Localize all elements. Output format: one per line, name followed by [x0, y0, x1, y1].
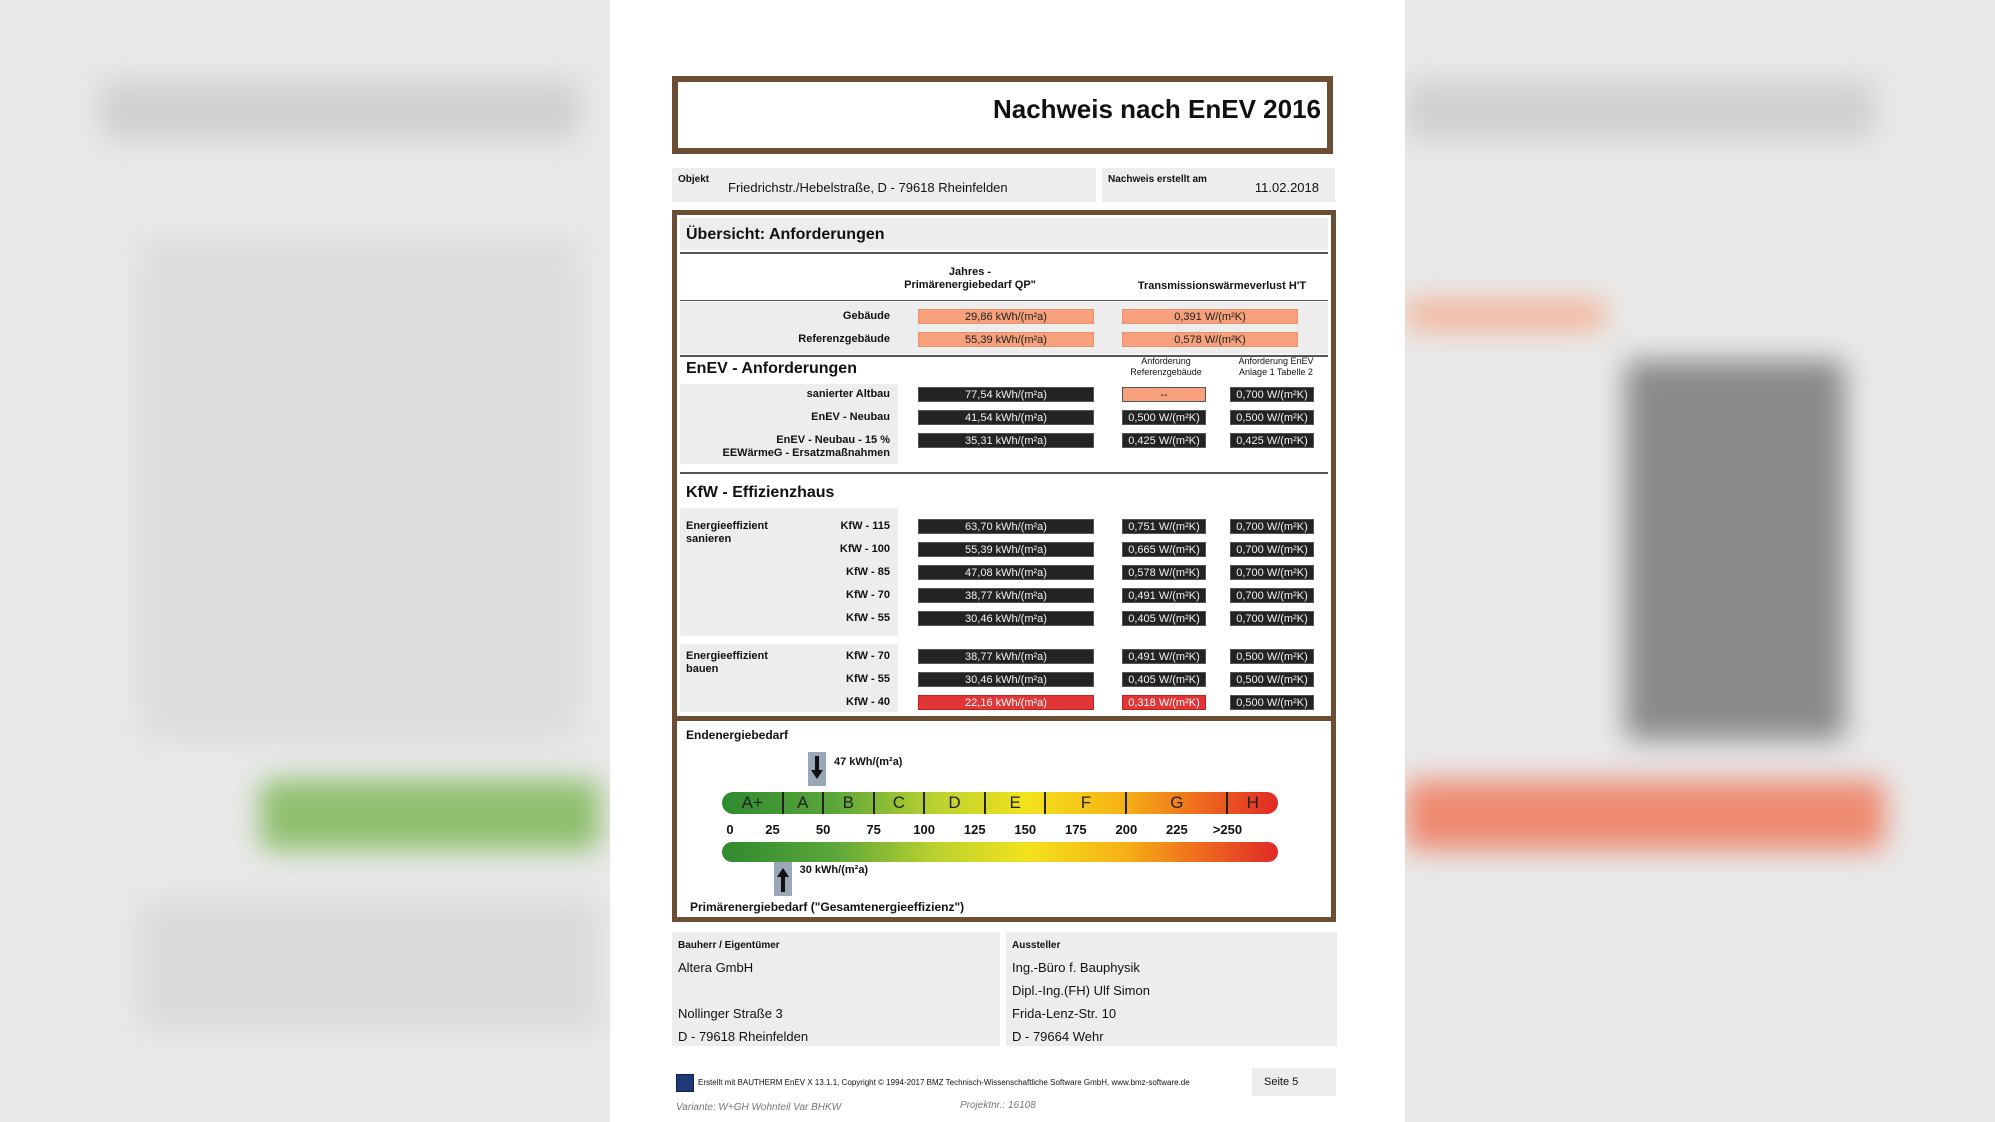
address-line: Ing.-Büro f. Bauphysik: [1012, 960, 1140, 975]
enev-row-a: 0,500 W/(m²K): [1122, 410, 1206, 425]
scale-tick-label: 100: [913, 822, 936, 837]
energy-class-label: B: [842, 793, 855, 812]
scale-tick-label: 225: [1166, 822, 1188, 837]
document-title: Nachweis nach EnEV 2016: [992, 94, 1321, 124]
kfw-row-a: 0,405 W/(m²K): [1122, 611, 1206, 626]
kfw-row-a: 0,751 W/(m²K): [1122, 519, 1206, 534]
kfw-row-qp: 38,77 kWh/(m²a): [918, 588, 1094, 603]
address-line: Altera GmbH: [678, 960, 754, 975]
scale-tick-label: 0: [726, 822, 734, 837]
col1-header-line2: Primärenergiebedarf QP": [904, 279, 1036, 291]
class-separator: [923, 792, 925, 814]
kfw-title: KfW - Effizienzhaus: [686, 484, 835, 501]
address-line: Dipl.-Ing.(FH) Ulf Simon: [1012, 983, 1150, 998]
page-number: Seite 5: [1264, 1076, 1299, 1088]
end-energy-scale: [722, 792, 1278, 814]
software-logo-icon: [676, 1074, 694, 1092]
end-energy-marker: [808, 752, 903, 786]
enev-title: EnEV - Anforderungen: [686, 360, 857, 377]
enev-row-label: EnEV - Neubau: [811, 411, 890, 423]
primary-energy-scale: [722, 842, 1278, 862]
address-line: [678, 979, 808, 1002]
energy-class-label: A+: [741, 793, 763, 812]
kfw-row-label: KfW - 55: [846, 612, 890, 624]
kfw-row-a: 0,318 W/(m²K): [1122, 695, 1206, 710]
kfw-row-b: 0,700 W/(m²K): [1230, 519, 1314, 534]
divider: [680, 472, 1328, 474]
sanieren-label-line2: sanieren: [686, 533, 732, 545]
primaer-title: Primärenergiebedarf ("Gesamtenergieeffizienz"): [690, 900, 965, 914]
referenz-qp: 55,39 kWh/(m²a): [918, 332, 1094, 347]
enev-row-b: 0,425 W/(m²K): [1230, 433, 1314, 448]
aussteller-address: [1012, 956, 1150, 1048]
kfw-row-b: 0,500 W/(m²K): [1230, 649, 1314, 664]
referenz-label: Referenzgebäude: [798, 333, 890, 345]
divider: [680, 300, 1328, 301]
address-line: D - 79618 Rheinfelden: [678, 1029, 809, 1044]
kfw-row-a: 0,665 W/(m²K): [1122, 542, 1206, 557]
scale-tick-label: >250: [1212, 822, 1243, 837]
enev-row-label: sanierter Altbau: [806, 388, 890, 400]
kfw-row-label: KfW - 85: [846, 566, 890, 578]
kfw-row-b: 0,700 W/(m²K): [1230, 565, 1314, 580]
enev-row-qp: 35,31 kWh/(m²a): [918, 433, 1094, 448]
kfw-row-b: 0,500 W/(m²K): [1230, 695, 1314, 710]
kfw-row-qp: 30,46 kWh/(m²a): [918, 672, 1094, 687]
enev-row-b: 0,700 W/(m²K): [1230, 387, 1314, 402]
class-separator: [1125, 792, 1127, 814]
document-page: [610, 0, 1405, 1122]
referenz-ht: 0,578 W/(m²K): [1122, 332, 1298, 347]
enev-col-b-line2: Anlage 1 Tabelle 2: [1239, 367, 1313, 377]
background-left: [0, 0, 610, 1122]
kfw-row-a: 0,491 W/(m²K): [1122, 588, 1206, 603]
energy-class-label: F: [1080, 793, 1092, 812]
kfw-row-b: 0,700 W/(m²K): [1230, 611, 1314, 626]
col1-header-line1: Jahres -: [948, 266, 992, 278]
bauen-label-line2: bauen: [686, 663, 719, 675]
class-separator: [873, 792, 875, 814]
gebaeude-label: Gebäude: [842, 310, 890, 322]
kfw-row-label: KfW - 100: [839, 543, 890, 555]
scale-ticks: [722, 822, 1278, 838]
kfw-row-qp: 30,46 kWh/(m²a): [918, 611, 1094, 626]
projektnr: Projektnr.: 16108: [960, 1100, 1036, 1111]
enev-row-qp: 41,54 kWh/(m²a): [918, 410, 1094, 425]
scale-tick-label: 75: [866, 822, 881, 837]
kfw-row-b: 0,500 W/(m²K): [1230, 672, 1314, 687]
enev-row-label-line2: EEWärmeG - Ersatzmaßnahmen: [722, 447, 890, 459]
endenergie-title: Endenergiebedarf: [686, 728, 789, 742]
bauherr-label: Bauherr / Eigentümer: [678, 940, 780, 951]
kfw-row-label: KfW - 70: [846, 650, 890, 662]
enev-row-a: --: [1122, 387, 1206, 402]
class-separator: [1226, 792, 1228, 814]
aussteller-label: Aussteller: [1012, 940, 1061, 951]
energy-class-label: E: [1009, 793, 1021, 812]
kfw-row-qp: 63,70 kWh/(m²a): [918, 519, 1094, 534]
scale-tick-label: 150: [1014, 822, 1037, 837]
kfw-row-b: 0,700 W/(m²K): [1230, 542, 1314, 557]
energy-class-label: G: [1170, 793, 1184, 812]
overview-header: [680, 218, 1328, 250]
enev-col-a-header: [1118, 356, 1214, 378]
divider: [680, 252, 1328, 254]
scale-tick-label: 125: [963, 822, 986, 837]
bauherr-address: [678, 956, 808, 1048]
energy-class-label: A: [797, 793, 809, 812]
sanieren-group-label: [686, 520, 768, 546]
up-arrow-icon: [774, 862, 792, 896]
kfw-row-b: 0,700 W/(m²K): [1230, 588, 1314, 603]
address-line: Frida-Lenz-Str. 10: [1012, 1006, 1117, 1021]
col1-header: [848, 266, 1092, 292]
gebaeude-qp: 29,86 kWh/(m²a): [918, 309, 1094, 324]
objekt-label: Objekt: [678, 174, 710, 185]
class-separator: [822, 792, 824, 814]
kfw-row-a: 0,405 W/(m²K): [1122, 672, 1206, 687]
address-line: Nollinger Straße 3: [678, 1006, 783, 1021]
end-marker-label: 47 kWh/(m²a): [834, 756, 903, 768]
scale-tick-label: 175: [1064, 822, 1087, 837]
kfw-row-a: 0,578 W/(m²K): [1122, 565, 1206, 580]
bauen-label-line1: Energieeffizient: [686, 650, 768, 662]
enev-col-b-line1: Anforderung EnEV: [1238, 356, 1314, 366]
kfw-row-label: KfW - 55: [846, 673, 890, 685]
scale-tick-label: 50: [815, 822, 831, 837]
scale-tick-label: 25: [765, 822, 780, 837]
variante: Variante: W+GH Wohnteil Var BHKW: [676, 1102, 842, 1113]
kfw-row-qp: 47,08 kWh/(m²a): [918, 565, 1094, 580]
sanieren-label-line1: Energieeffizient: [686, 520, 768, 532]
energy-class-label: C: [892, 793, 906, 812]
energy-class-label: H: [1246, 793, 1259, 812]
energy-class-label: D: [948, 793, 961, 812]
objekt-value: Friedrichstr./Hebelstraße, D - 79618 Rheinfelden: [728, 180, 1008, 195]
enev-row-b: 0,500 W/(m²K): [1230, 410, 1314, 425]
primary-marker-label: 30 kWh/(m²a): [799, 864, 869, 876]
kfw-row-qp: 38,77 kWh/(m²a): [918, 649, 1094, 664]
gebaeude-ht: 0,391 W/(m²K): [1122, 309, 1298, 324]
address-line: D - 79664 Wehr: [1012, 1029, 1104, 1044]
aussteller-box: [1006, 932, 1337, 1046]
kfw-row-qp: 55,39 kWh/(m²a): [918, 542, 1094, 557]
enev-col-a-line1: Anforderung: [1141, 356, 1191, 366]
footer-text: Erstellt mit BAUTHERM EnEV X 13.1.1, Copyright © 1994-2017 BMZ Technisch-Wissenschaftliche Software GmbH, www.bmz-software.de: [698, 1078, 1190, 1087]
enev-row-label: [680, 434, 890, 460]
down-arrow-icon: [808, 752, 826, 786]
enev-col-b-header: [1224, 356, 1328, 378]
bauen-group-label: [686, 650, 768, 676]
overview-title: Übersicht: Anforderungen: [686, 226, 885, 243]
date-label: Nachweis erstellt am: [1108, 174, 1207, 185]
enev-row-qp: 77,54 kWh/(m²a): [918, 387, 1094, 402]
kfw-row-label: KfW - 40: [846, 696, 890, 708]
bauherr-box: [672, 932, 1000, 1046]
kfw-row-qp: 22,16 kWh/(m²a): [918, 695, 1094, 710]
primary-energy-marker: [774, 862, 869, 896]
kfw-row-a: 0,491 W/(m²K): [1122, 649, 1206, 664]
divider: [677, 716, 1331, 721]
objekt-box: [672, 168, 1096, 202]
enev-col-a-line2: Referenzgebäude: [1130, 367, 1202, 377]
scale-tick-label: 200: [1115, 822, 1138, 837]
kfw-row-label: KfW - 70: [846, 589, 890, 601]
enev-row-label-line1: EnEV - Neubau - 15 %: [776, 434, 890, 446]
class-separator: [984, 792, 986, 814]
background-right: [1385, 0, 1995, 1122]
col2-header: Transmissionswärmeverlust H'T: [1137, 280, 1307, 292]
class-separator: [1044, 792, 1046, 814]
enev-row-a: 0,425 W/(m²K): [1122, 433, 1206, 448]
title-box: [672, 76, 1333, 154]
date-value: 11.02.2018: [1254, 180, 1319, 195]
class-separator: [782, 792, 784, 814]
kfw-row-label: KfW - 115: [840, 520, 890, 532]
page-number-box: [1252, 1068, 1336, 1096]
date-box: [1102, 168, 1335, 202]
